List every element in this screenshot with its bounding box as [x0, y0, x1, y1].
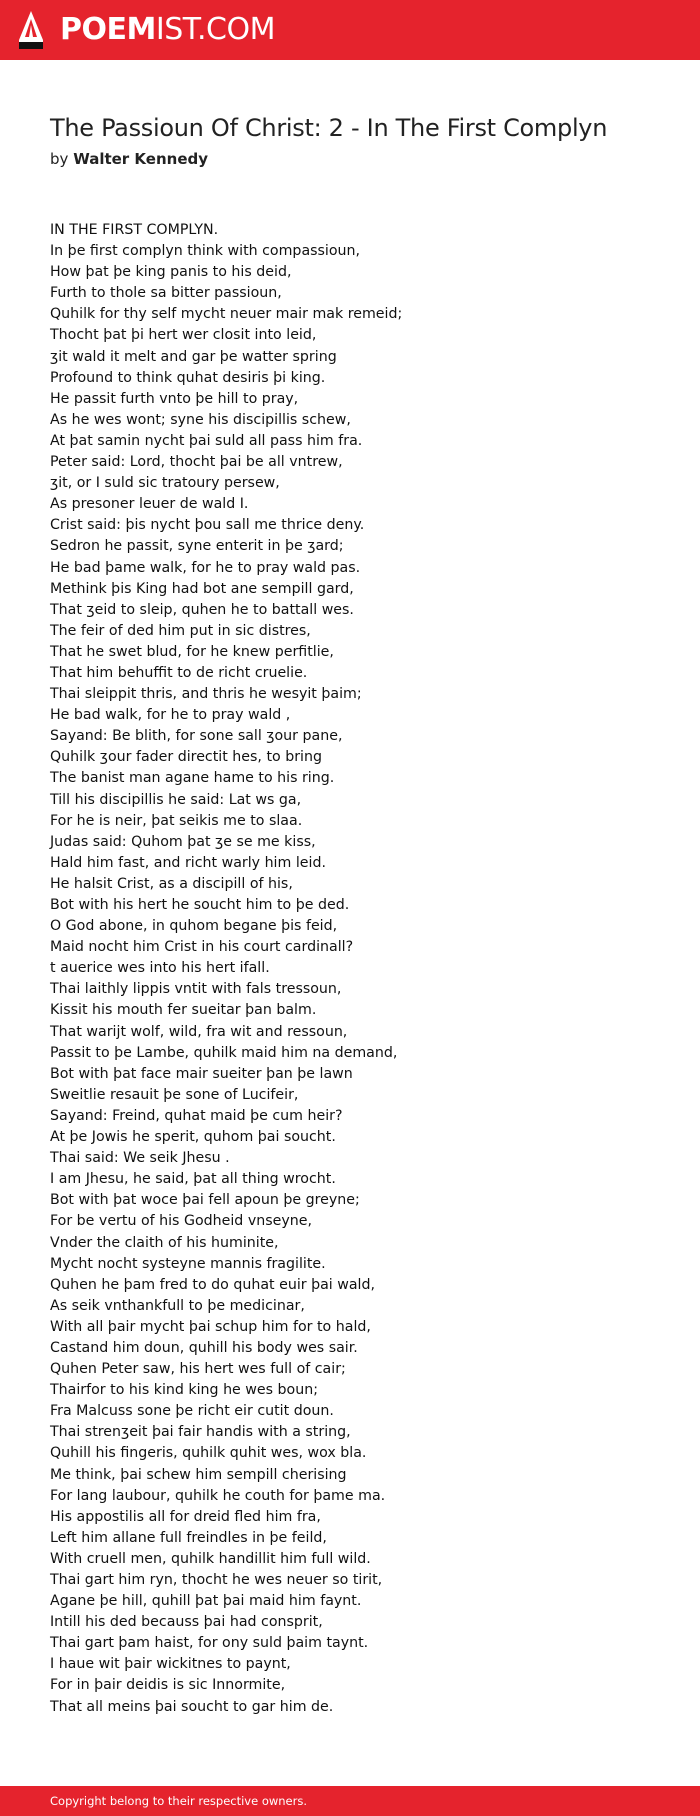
poem-line: t auerice wes into his hert ifall.: [50, 960, 270, 977]
poem-line: For in þair deidis is sic Innormite,: [50, 1677, 286, 1694]
poem-line: Till his discipillis he said: Lat ws ga,: [50, 791, 302, 808]
poem-line: Bot with his hert he soucht him to þe ded.: [50, 897, 350, 913]
byline: [50, 150, 208, 168]
logo-light-text: IST.COM: [155, 12, 275, 47]
poem-line: Profound to think quhat desiris þi king.: [50, 369, 326, 386]
poem-line: Maid nocht him Crist in his court cardinall?: [50, 939, 354, 956]
poem-body: [50, 220, 402, 1718]
copyright-text: Copyright belong to their respective owners.: [50, 1794, 308, 1808]
poem-line: At þe Jowis he sperit, quhom þai soucht.: [50, 1129, 336, 1146]
poem-line: ʒit, or I suld sic tratoury persew,: [50, 475, 280, 492]
poem-line: In þe first complyn think with compassioun,: [50, 243, 361, 260]
site-header: [0, 0, 700, 60]
poem-line: As seik vnthankfull to þe medicinar,: [50, 1297, 305, 1314]
poem-line: Sayand: Be blith, for sone sall ʒour pane,: [50, 728, 343, 745]
poem-line: Bot with þat face mair sueiter þan þe lawn: [50, 1065, 353, 1082]
poem-line: Thai gart þam haist, for ony suld þaim taynt.: [50, 1635, 369, 1652]
poem-line: Thai gart him ryn, thocht he wes neuer so tirit,: [50, 1572, 383, 1588]
poem-line: Thai said: We seik Jhesu .: [50, 1150, 230, 1167]
poem-line: Quhen he þam fred to do quhat euir þai wald,: [50, 1276, 376, 1293]
poem-line: How þat þe king panis to his deid,: [50, 264, 292, 281]
poem-title: The Passioun Of Christ: 2 - In The First Complyn: [50, 114, 608, 142]
poem-line: That he swet blud, for he knew perfitlie,: [50, 643, 334, 660]
poem-line: IN THE FIRST COMPLYN.: [50, 222, 219, 238]
poem-line: Quhilk ʒour fader directit hes, to bring: [50, 749, 322, 766]
poem-line: He bad walk, for he to pray wald ,: [50, 707, 291, 724]
poem-line: Intill his ded becauss þai had consprit,: [50, 1614, 323, 1631]
logo-bold-text: POEM: [60, 12, 156, 47]
poem-line: Judas said: Quhom þat ʒe se me kiss,: [50, 833, 316, 850]
poem-line: Left him allane full freindles in þe feild,: [50, 1529, 327, 1546]
poem-line: Peter said: Lord, thocht þai be all vntrew,: [50, 454, 343, 471]
poem-line: Crist said: þis nycht þou sall me thrice deny.: [50, 517, 365, 534]
author-name[interactable]: Walter Kennedy: [73, 150, 209, 168]
poem-line: I am Jhesu, he said, þat all thing wrocht.: [50, 1171, 336, 1188]
poem-line: Castand him doun, quhill his body wes sair.: [50, 1339, 358, 1356]
poem-line: For he is neir, þat seikis me to slaa.: [50, 812, 303, 829]
site-logo[interactable]: [18, 10, 275, 50]
poem-line: Sweitlie resauit þe sone of Lucifeir,: [50, 1086, 299, 1103]
poem-line: He halsit Crist, as a discipill of his,: [50, 875, 293, 892]
poem-line: His appostilis all for dreid fled him fra,: [50, 1508, 321, 1525]
poem-line: Vnder the claith of his huminite,: [50, 1234, 279, 1251]
poem-line: The banist man agane hame to his ring.: [50, 770, 335, 787]
poem-line: For be vertu of his Godheid vnseyne,: [50, 1213, 312, 1230]
poem-line: For lang laubour, quhilk he couth for þame ma.: [50, 1487, 386, 1504]
poem-line: Sayand: Freind, quhat maid þe cum heir?: [50, 1107, 343, 1124]
poem-line: I haue wit þair wickitnes to paynt,: [50, 1656, 291, 1673]
poem-line: Mycht nocht systeyne mannis fragilite.: [50, 1255, 326, 1272]
poem-line: Thocht þat þi hert wer closit into leid,: [50, 327, 317, 344]
poem-line: That all meins þai soucht to gar him de.: [50, 1698, 334, 1715]
poem-line: As presoner leuer de wald I.: [50, 496, 249, 513]
poem-line: As he wes wont; syne his discipillis schew,: [50, 411, 351, 428]
poem-line: Thai laithly lippis vntit with fals tressoun,: [50, 981, 342, 998]
site-logo-text: [60, 12, 275, 47]
site-footer: [0, 1786, 700, 1816]
poem-line: Fra Malcuss sone þe richt eir cutit doun.: [50, 1403, 334, 1420]
poem-line: That ʒeid to sleip, quhen he to battall wes.: [50, 601, 354, 618]
pen-nib-icon: [18, 10, 44, 50]
poem-line: Bot with þat woce þai fell apoun þe greyne;: [50, 1192, 360, 1209]
by-label: by: [50, 150, 69, 168]
poem-line: That warijt wolf, wild, fra wit and ressoun,: [50, 1023, 348, 1040]
poem-line: He bad þame walk, for he to pray wald pas.: [50, 559, 361, 576]
poem-line: The feir of ded him put in sic distres,: [50, 622, 311, 639]
poem-line: Agane þe hill, quhill þat þai maid him faynt.: [50, 1593, 362, 1610]
poem-line: Thai sleippit thris, and thris he wesyit þaim;: [50, 686, 362, 703]
poem-line: Quhen Peter saw, his hert wes full of cair;: [50, 1361, 346, 1378]
poem-line: Me think, þai schew him sempill cherising: [50, 1466, 347, 1483]
poem-line: At þat samin nycht þai suld all pass him fra.: [50, 432, 363, 449]
poem-line: O God abone, in quhom begane þis feid,: [50, 918, 338, 935]
poem-line: Passit to þe Lambe, quhilk maid him na demand,: [50, 1044, 398, 1061]
poem-line: With all þair mycht þai schup him for to hald,: [50, 1318, 371, 1335]
poem-line: Quhilk for thy self mycht neuer mair mak remeid;: [50, 306, 403, 323]
poem-line: Furth to thole sa bitter passioun,: [50, 285, 282, 302]
poem-line: Thairfor to his kind king he wes boun;: [50, 1382, 318, 1399]
poem-line: That him behuffit to de richt cruelie.: [50, 664, 308, 681]
poem-line: Hald him fast, and richt warly him leid.: [50, 854, 326, 871]
poem-line: Sedron he passit, syne enterit in þe ʒard;: [50, 538, 344, 555]
poem-line: He passit furth vnto þe hill to pray,: [50, 390, 299, 407]
poem-line: Methink þis King had bot ane sempill gard,: [50, 580, 354, 597]
poem-line: With cruell men, quhilk handillit him full wild.: [50, 1550, 371, 1567]
poem-line: Quhill his fingeris, quhilk quhit wes, wox bla.: [50, 1445, 367, 1462]
poem-line: Thai strenʒeit þai fair handis with a string,: [50, 1424, 351, 1441]
poem-line: ʒit wald it melt and gar þe watter spring: [50, 348, 337, 365]
poem-line: Kissit his mouth fer sueitar þan balm.: [50, 1002, 317, 1019]
